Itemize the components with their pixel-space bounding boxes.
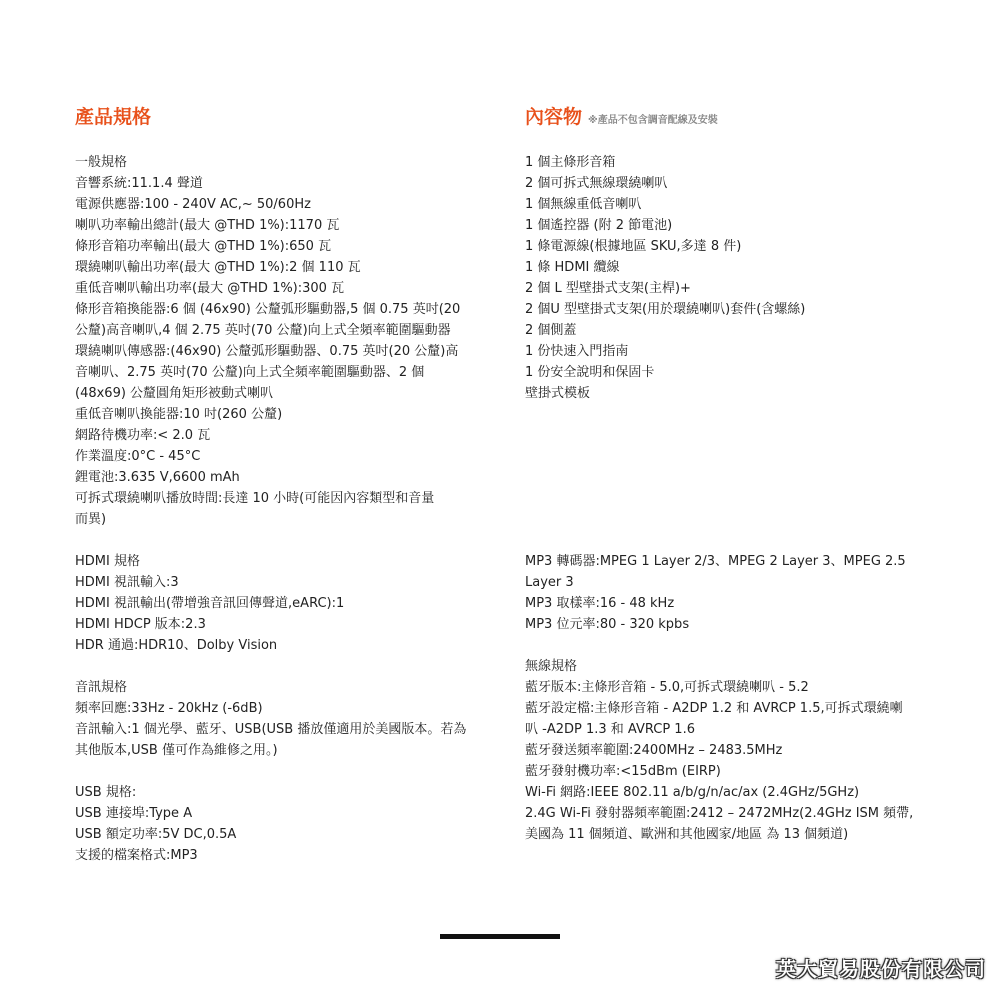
spec-line: HDMI 視訊輸入:3: [75, 575, 179, 590]
spec-line: 可拆式環繞喇叭播放時間:長達 10 小時(可能因內容類型和音量: [75, 491, 435, 506]
company-watermark: 英大貿易股份有限公司: [776, 957, 986, 981]
spacer: [525, 635, 925, 656]
contents-note: ※產品不包含調音配線及安裝: [588, 115, 718, 126]
specs-heading: 產品規格: [75, 106, 152, 128]
spec-line: 藍牙設定檔:主條形音箱 - A2DP 1.2 和 AVRCP 1.5,可拆式環繞喇: [525, 701, 903, 716]
spec-line: 重低音喇叭輸出功率(最大 @THD 1%):300 瓦: [75, 281, 345, 296]
spec-line: 網路待機功率:< 2.0 瓦: [75, 428, 211, 443]
spec-line: USB 額定功率:5V DC,0.5A: [75, 827, 237, 842]
contents-item: 1 條電源線(根據地區 SKU,多達 8 件): [525, 239, 742, 254]
contents-item: 壁掛式模板: [525, 386, 591, 401]
spec-line: USB 連接埠:Type A: [75, 806, 193, 821]
spacer: [525, 130, 925, 152]
divider-bar: [440, 934, 560, 939]
contents-item: 2 個 L 型壁掛式支架(主桿)+: [525, 281, 691, 296]
spec-line: HDMI HDCP 版本:2.3: [75, 617, 206, 632]
spec-line: Layer 3: [525, 575, 574, 590]
contents-item: 1 份安全說明和保固卡: [525, 365, 655, 380]
spec-line: 公釐)高音喇叭,4 個 2.75 英吋(70 公釐)向上式全頻率範圍驅動器: [75, 323, 451, 338]
spec-line: USB 規格:: [75, 785, 137, 800]
contents-column: [525, 104, 925, 845]
spec-line: 音響系統:11.1.4 聲道: [75, 176, 203, 191]
wireless-specs-section: [525, 656, 925, 845]
spec-line: 環繞喇叭傳感器:(46x90) 公釐弧形驅動器、0.75 英吋(20 公釐)高: [75, 344, 459, 359]
usb-specs-section: [75, 782, 475, 866]
spec-line: HDMI 規格: [75, 554, 140, 569]
spec-line: 藍牙版本:主條形音箱 - 5.0,可拆式環繞喇叭 - 5.2: [525, 680, 809, 695]
spec-line: 無線規格: [525, 659, 578, 674]
spec-line: 頻率回應:33Hz - 20kHz (-6dB): [75, 701, 263, 716]
spec-line: 重低音喇叭換能器:10 吋(260 公釐): [75, 407, 283, 422]
spec-line: 音喇叭、2.75 英吋(70 公釐)向上式全頻率範圍驅動器、2 個: [75, 365, 425, 380]
spec-line: 支援的檔案格式:MP3: [75, 848, 198, 863]
specs-column: [75, 104, 475, 866]
spec-line: MP3 轉碼器:MPEG 1 Layer 2/3、MPEG 2 Layer 3、MPEG 2.5: [525, 554, 906, 569]
contents-item: 1 個遙控器 (附 2 節電池): [525, 218, 673, 233]
spec-line: MP3 取樣率:16 - 48 kHz: [525, 596, 675, 611]
spec-line: MP3 位元率:80 - 320 kpbs: [525, 617, 690, 632]
spec-line: (48x69) 公釐圓角矩形被動式喇叭: [75, 386, 274, 401]
spec-line: 而異): [75, 512, 107, 527]
spec-line: 喇叭功率輸出總計(最大 @THD 1%):1170 瓦: [75, 218, 340, 233]
contents-heading-title: 內容物: [525, 106, 583, 128]
spec-line: 藍牙發射機功率:<15dBm (EIRP): [525, 764, 721, 779]
spec-line: HDMI 視訊輸出(帶增強音訊回傳聲道,eARC):1: [75, 596, 345, 611]
contents-item: 1 份快速入門指南: [525, 344, 629, 359]
spec-line: 鋰電池:3.635 V,6600 mAh: [75, 470, 240, 485]
spec-line: 叭 -A2DP 1.3 和 AVRCP 1.6: [525, 722, 695, 737]
spacer: [75, 656, 475, 677]
hdmi-specs-section: [75, 551, 475, 656]
contents-item: 2 個U 型壁掛式支架(用於環繞喇叭)套件(含螺絲): [525, 302, 806, 317]
spec-line: 2.4G Wi-Fi 發射器頻率範圍:2412 – 2472MHz(2.4GHz ISM 頻帶,: [525, 806, 914, 821]
package-contents-section: [525, 152, 925, 404]
contents-item: 2 個可拆式無線環繞喇叭: [525, 176, 668, 191]
general-specs-section: [75, 152, 475, 530]
contents-item: 1 個無線重低音喇叭: [525, 197, 642, 212]
spec-line: 音訊規格: [75, 680, 128, 695]
audio-specs-section: [75, 677, 475, 761]
spec-line: HDR 通過:HDR10、Dolby Vision: [75, 638, 278, 653]
spacer: [75, 761, 475, 782]
spec-line: 作業溫度:0°C - 45°C: [75, 449, 201, 464]
contents-item: 1 個主條形音箱: [525, 155, 616, 170]
mp3-specs-section: [525, 551, 925, 635]
spec-line: 條形音箱換能器:6 個 (46x90) 公釐弧形驅動器,5 個 0.75 英吋(20: [75, 302, 461, 317]
spec-line: 條形音箱功率輸出(最大 @THD 1%):650 瓦: [75, 239, 332, 254]
spec-line: 電源供應器:100 - 240V AC,~ 50/60Hz: [75, 197, 311, 212]
spec-line: 藍牙發送頻率範圍:2400MHz – 2483.5MHz: [525, 743, 783, 758]
contents-heading: [525, 104, 925, 130]
spec-line: 美國為 11 個頻道、歐洲和其他國家/地區 為 13 個頻道): [525, 827, 849, 842]
spacer: [75, 130, 475, 152]
spacer: [525, 404, 925, 551]
contents-item: 2 個側蓋: [525, 323, 577, 338]
spec-line: 環繞喇叭輸出功率(最大 @THD 1%):2 個 110 瓦: [75, 260, 361, 275]
spacer: [75, 530, 475, 551]
spec-line: 一般規格: [75, 155, 128, 170]
spec-line: 音訊輸入:1 個光學、藍牙、USB(USB 播放僅適用於美國版本。若為: [75, 722, 467, 737]
spec-line: Wi-Fi 網路:IEEE 802.11 a/b/g/n/ac/ax (2.4GHz/5GHz): [525, 785, 860, 800]
spec-line: 其他版本,USB 僅可作為維修之用。): [75, 743, 278, 758]
contents-item: 1 條 HDMI 纜線: [525, 260, 620, 275]
